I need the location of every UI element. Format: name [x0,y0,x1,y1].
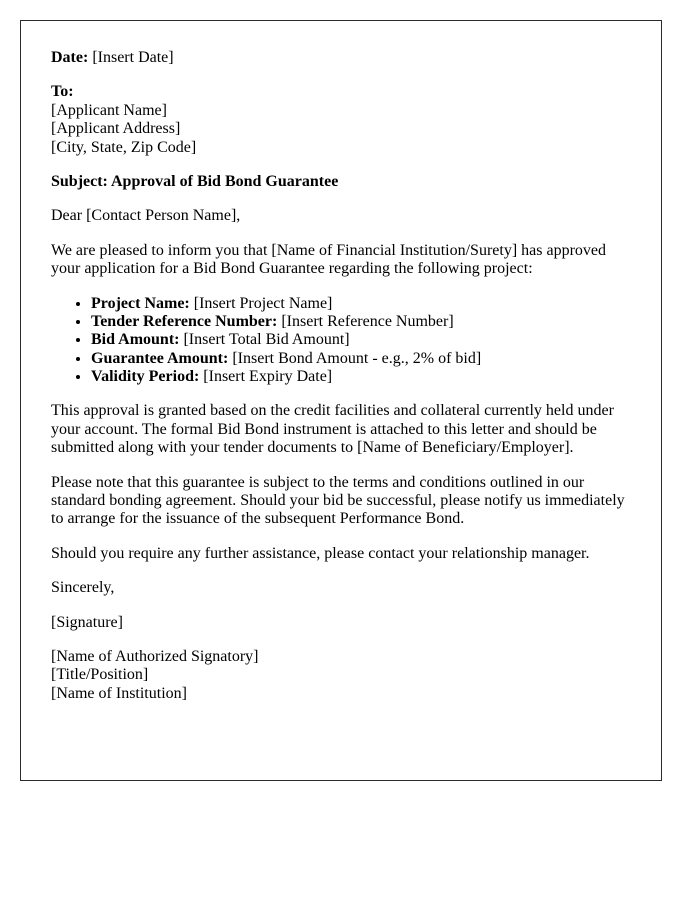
recipient-name: [Applicant Name] [51,101,167,119]
date-label: Date: [51,49,89,66]
detail-label: Project Name: [91,294,190,312]
approval-paragraph: This approval is granted based on the credit facilities and collateral currently held under your account. The formal Bid Bond instrument is attached to this letter and should be submitted along with your tender documents to [Name of Beneficiary/Employer]. [51,402,614,457]
signatory-name: [Name of Authorized Signatory] [51,647,259,665]
detail-value: [Insert Expiry Date] [203,368,333,386]
signature-placeholder: [Signature] [51,613,123,631]
list-item-validity-period [91,368,631,386]
to-label: To: [51,83,74,101]
letter-page [20,20,662,781]
closing: Sincerely, [51,579,115,597]
detail-value: [Insert Project Name] [193,294,333,312]
list-item-project-name [91,295,631,313]
signatory-block [51,648,631,703]
detail-value: [Insert Total Bid Amount] [183,331,350,349]
intro-paragraph: We are pleased to inform you that [Name of Financial Institution/Surety] has approved your application for a Bid Bond Guarantee regarding the following project: [51,241,606,278]
recipient-city-state-zip: [City, State, Zip Code] [51,138,197,156]
date-line [51,49,631,67]
detail-label: Bid Amount: [91,331,180,349]
detail-label: Guarantee Amount: [91,349,229,367]
signatory-institution: [Name of Institution] [51,684,187,702]
salutation: Dear [Contact Person Name], [51,207,241,225]
detail-label: Validity Period: [91,368,200,386]
detail-label: Tender Reference Number: [91,312,278,330]
terms-paragraph: Please note that this guarantee is subject to the terms and conditions outlined in our standard bonding agreement. Should your bid be successful, please notify us immediately to arrange for the issuance of the subsequent Performance Bond. [51,473,625,528]
project-details-list [51,295,631,387]
list-item-tender-reference [91,313,631,331]
detail-value: [Insert Reference Number] [281,312,454,330]
recipient-block [51,83,631,157]
detail-value: [Insert Bond Amount - e.g., 2% of bid] [232,349,482,367]
subject-line: Subject: Approval of Bid Bond Guarantee [51,172,339,190]
signatory-title: [Title/Position] [51,666,149,684]
recipient-address: [Applicant Address] [51,120,181,138]
list-item-bid-amount [91,331,631,349]
assistance-paragraph: Should you require any further assistance, please contact your relationship manager. [51,544,590,562]
date-value: [Insert Date] [92,49,174,66]
list-item-guarantee-amount [91,350,631,368]
